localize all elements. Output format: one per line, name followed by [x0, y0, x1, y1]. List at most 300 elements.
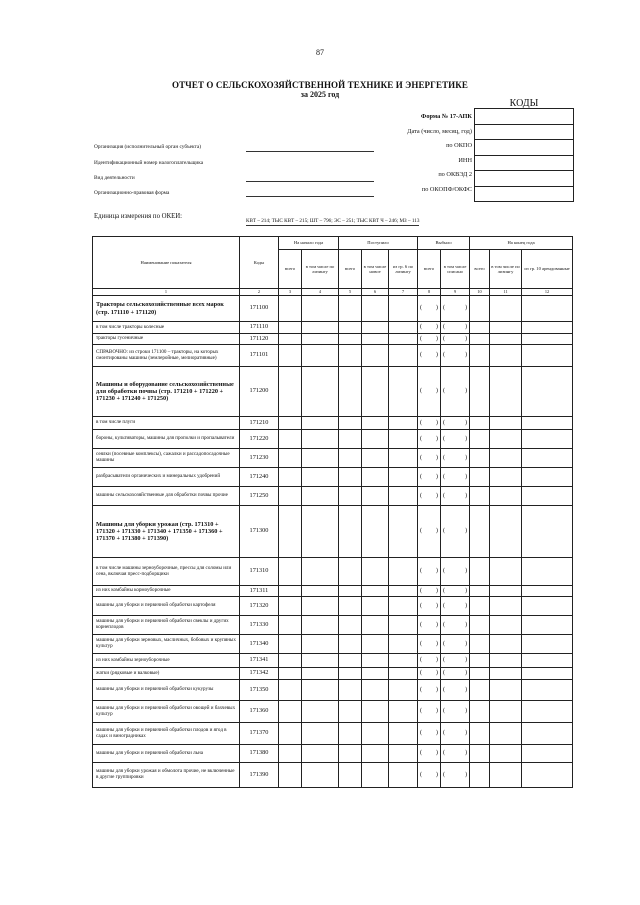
- column-number: 7: [389, 289, 418, 296]
- data-cell[interactable]: [362, 616, 389, 635]
- data-cell[interactable]: [302, 745, 339, 763]
- data-cell[interactable]: [522, 597, 573, 616]
- data-cell[interactable]: ( ): [441, 367, 470, 417]
- data-cell[interactable]: [490, 558, 522, 586]
- data-cell[interactable]: ( ): [418, 487, 441, 506]
- data-cell[interactable]: [362, 654, 389, 668]
- data-cell[interactable]: [490, 668, 522, 680]
- data-cell[interactable]: [279, 701, 302, 723]
- data-cell[interactable]: ( ): [418, 296, 441, 322]
- data-cell[interactable]: ( ): [441, 468, 470, 487]
- data-cell[interactable]: [302, 430, 339, 449]
- data-cell[interactable]: [339, 654, 362, 668]
- data-cell[interactable]: [362, 586, 389, 597]
- data-cell[interactable]: [389, 586, 418, 597]
- data-cell[interactable]: [389, 487, 418, 506]
- data-cell[interactable]: [490, 635, 522, 654]
- data-cell[interactable]: [339, 723, 362, 745]
- data-cell[interactable]: [389, 654, 418, 668]
- data-cell[interactable]: [362, 430, 389, 449]
- data-cell[interactable]: ( ): [418, 506, 441, 558]
- data-cell[interactable]: ( ): [441, 745, 470, 763]
- data-cell[interactable]: [302, 763, 339, 788]
- data-cell[interactable]: [339, 345, 362, 367]
- data-cell[interactable]: ( ): [441, 654, 470, 668]
- row-code: 171340: [240, 635, 279, 654]
- data-cell[interactable]: [302, 680, 339, 701]
- data-cell[interactable]: [522, 701, 573, 723]
- table-row: [93, 449, 573, 468]
- data-cell[interactable]: [279, 345, 302, 367]
- data-cell[interactable]: [490, 487, 522, 506]
- row-label: машины для уборки и первичной обработки свеклы и других корнеплодов: [93, 616, 240, 635]
- page-number: 87: [316, 48, 324, 57]
- data-cell[interactable]: [279, 334, 302, 345]
- data-cell[interactable]: ( ): [441, 635, 470, 654]
- data-cell[interactable]: [362, 745, 389, 763]
- data-cell[interactable]: [490, 745, 522, 763]
- data-cell[interactable]: [389, 597, 418, 616]
- data-cell[interactable]: ( ): [418, 586, 441, 597]
- table-row: [93, 654, 573, 668]
- data-cell[interactable]: [522, 417, 573, 430]
- data-cell[interactable]: [389, 680, 418, 701]
- data-cell[interactable]: [490, 586, 522, 597]
- code-cell-form[interactable]: [475, 109, 573, 125]
- table-row: [93, 701, 573, 723]
- data-cell[interactable]: [470, 506, 490, 558]
- data-cell[interactable]: [490, 701, 522, 723]
- data-cell[interactable]: [279, 322, 302, 334]
- data-cell[interactable]: [389, 367, 418, 417]
- data-cell[interactable]: [522, 668, 573, 680]
- data-cell[interactable]: [389, 430, 418, 449]
- data-cell[interactable]: ( ): [418, 680, 441, 701]
- data-cell[interactable]: [470, 345, 490, 367]
- data-cell[interactable]: [279, 449, 302, 468]
- data-cell[interactable]: ( ): [418, 763, 441, 788]
- table-row: [93, 487, 573, 506]
- data-cell[interactable]: [339, 322, 362, 334]
- data-cell[interactable]: [362, 345, 389, 367]
- data-cell[interactable]: [389, 468, 418, 487]
- data-cell[interactable]: [339, 668, 362, 680]
- data-cell[interactable]: [279, 635, 302, 654]
- data-cell[interactable]: [302, 322, 339, 334]
- data-cell[interactable]: [490, 296, 522, 322]
- code-cell-okopf[interactable]: [475, 187, 573, 203]
- data-cell[interactable]: [470, 597, 490, 616]
- data-cell[interactable]: [279, 763, 302, 788]
- data-cell[interactable]: [522, 680, 573, 701]
- data-cell[interactable]: [339, 701, 362, 723]
- row-label: из них комбайны кормоуборочные: [93, 586, 240, 597]
- table-row: [93, 322, 573, 334]
- row-label: машины для уборки и первичной обработки картофеля: [93, 597, 240, 616]
- column-number: 2: [240, 289, 279, 296]
- code-cell-okved[interactable]: [475, 171, 573, 187]
- data-cell[interactable]: [339, 597, 362, 616]
- row-label: из них комбайны зерноуборочные: [93, 654, 240, 668]
- row-code: 171370: [240, 723, 279, 745]
- data-cell[interactable]: ( ): [418, 468, 441, 487]
- table-row: [93, 586, 573, 597]
- data-cell[interactable]: [302, 597, 339, 616]
- data-cell[interactable]: [522, 468, 573, 487]
- header-code: Коды: [240, 237, 279, 289]
- data-cell[interactable]: [302, 635, 339, 654]
- data-cell[interactable]: [470, 616, 490, 635]
- data-cell[interactable]: [490, 597, 522, 616]
- table-row: [93, 417, 573, 430]
- table-row: [93, 558, 573, 586]
- data-cell[interactable]: [522, 430, 573, 449]
- data-cell[interactable]: [470, 654, 490, 668]
- report-table: [92, 236, 573, 788]
- data-cell[interactable]: [490, 430, 522, 449]
- data-cell[interactable]: [279, 558, 302, 586]
- column-number: 11: [490, 289, 522, 296]
- form-label-okopf: по ОКОПФ/ОКФС: [421, 186, 472, 193]
- data-cell[interactable]: [362, 558, 389, 586]
- data-cell[interactable]: [470, 430, 490, 449]
- legal-form-label: Организационно-правовая форма: [94, 190, 170, 196]
- data-cell[interactable]: [470, 334, 490, 345]
- table-row: [93, 680, 573, 701]
- data-cell[interactable]: [339, 635, 362, 654]
- data-cell[interactable]: [362, 417, 389, 430]
- data-cell[interactable]: [389, 506, 418, 558]
- data-cell[interactable]: [362, 597, 389, 616]
- data-cell[interactable]: [470, 723, 490, 745]
- data-cell[interactable]: ( ): [441, 597, 470, 616]
- data-cell[interactable]: [470, 487, 490, 506]
- data-cell[interactable]: [302, 334, 339, 345]
- data-cell[interactable]: [339, 449, 362, 468]
- data-cell[interactable]: [470, 558, 490, 586]
- row-label: жатки (рядковые и валковые): [93, 668, 240, 680]
- data-cell[interactable]: [362, 296, 389, 322]
- data-cell[interactable]: [470, 586, 490, 597]
- data-cell[interactable]: [522, 616, 573, 635]
- data-cell[interactable]: [302, 616, 339, 635]
- data-cell[interactable]: [279, 597, 302, 616]
- data-cell[interactable]: [389, 745, 418, 763]
- data-cell[interactable]: ( ): [418, 417, 441, 430]
- data-cell[interactable]: [279, 680, 302, 701]
- data-cell[interactable]: [389, 668, 418, 680]
- row-code: 171311: [240, 586, 279, 597]
- data-cell[interactable]: [302, 367, 339, 417]
- header-end-leasing: в том числе по лизингу: [490, 250, 522, 289]
- data-cell[interactable]: [490, 723, 522, 745]
- data-cell[interactable]: [470, 668, 490, 680]
- data-cell[interactable]: [339, 367, 362, 417]
- data-cell[interactable]: ( ): [441, 506, 470, 558]
- column-numbers-row: [93, 289, 573, 296]
- data-cell[interactable]: [522, 345, 573, 367]
- data-cell[interactable]: [470, 763, 490, 788]
- data-cell[interactable]: [279, 367, 302, 417]
- data-cell[interactable]: ( ): [418, 345, 441, 367]
- row-code: 171320: [240, 597, 279, 616]
- data-cell[interactable]: ( ): [441, 345, 470, 367]
- data-cell[interactable]: ( ): [418, 367, 441, 417]
- data-cell[interactable]: [302, 345, 339, 367]
- data-cell[interactable]: [339, 506, 362, 558]
- data-cell[interactable]: [339, 430, 362, 449]
- row-code: 171101: [240, 345, 279, 367]
- data-cell[interactable]: [490, 468, 522, 487]
- table-row: [93, 635, 573, 654]
- data-cell[interactable]: ( ): [418, 668, 441, 680]
- data-cell[interactable]: [389, 449, 418, 468]
- data-cell[interactable]: ( ): [418, 616, 441, 635]
- data-cell[interactable]: ( ): [441, 701, 470, 723]
- data-cell[interactable]: [522, 586, 573, 597]
- data-cell[interactable]: ( ): [418, 558, 441, 586]
- data-cell[interactable]: ( ): [441, 680, 470, 701]
- row-code: 171380: [240, 745, 279, 763]
- data-cell[interactable]: ( ): [441, 430, 470, 449]
- data-cell[interactable]: [522, 506, 573, 558]
- data-cell[interactable]: [490, 417, 522, 430]
- data-cell[interactable]: [279, 430, 302, 449]
- row-label: машины для уборки и первичной обработки кукурузы: [93, 680, 240, 701]
- data-cell[interactable]: [490, 345, 522, 367]
- table-row: [93, 367, 573, 417]
- data-cell[interactable]: [470, 745, 490, 763]
- data-cell[interactable]: ( ): [441, 334, 470, 345]
- data-cell[interactable]: ( ): [441, 417, 470, 430]
- code-cell-inn[interactable]: [475, 156, 573, 172]
- data-cell[interactable]: [389, 322, 418, 334]
- data-cell[interactable]: [522, 635, 573, 654]
- data-cell[interactable]: [339, 487, 362, 506]
- data-cell[interactable]: [339, 616, 362, 635]
- data-cell[interactable]: [339, 680, 362, 701]
- table-row: [93, 745, 573, 763]
- data-cell[interactable]: ( ): [418, 597, 441, 616]
- data-cell[interactable]: [362, 680, 389, 701]
- data-cell[interactable]: [362, 367, 389, 417]
- data-cell[interactable]: [490, 616, 522, 635]
- data-cell[interactable]: [302, 506, 339, 558]
- data-cell[interactable]: [279, 586, 302, 597]
- data-cell[interactable]: ( ): [441, 763, 470, 788]
- row-code: 171220: [240, 430, 279, 449]
- data-cell[interactable]: [362, 322, 389, 334]
- row-code: 171100: [240, 296, 279, 322]
- data-cell[interactable]: [490, 367, 522, 417]
- data-cell[interactable]: [470, 417, 490, 430]
- data-cell[interactable]: [362, 635, 389, 654]
- data-cell[interactable]: [389, 296, 418, 322]
- data-cell[interactable]: ( ): [418, 322, 441, 334]
- data-cell[interactable]: [522, 723, 573, 745]
- data-cell[interactable]: ( ): [418, 723, 441, 745]
- data-cell[interactable]: [522, 487, 573, 506]
- codes-box: [474, 108, 574, 202]
- activity-line[interactable]: [246, 181, 374, 182]
- data-cell[interactable]: [279, 723, 302, 745]
- data-cell[interactable]: [279, 487, 302, 506]
- data-cell[interactable]: ( ): [418, 654, 441, 668]
- header-start: На начало года: [279, 237, 339, 250]
- row-code: 171120: [240, 334, 279, 345]
- row-label: машины сельскохозяйственные для обработки почвы прочие: [93, 487, 240, 506]
- table-row: [93, 468, 573, 487]
- data-cell[interactable]: [490, 449, 522, 468]
- unit-label: Единица измерения по ОКЕИ:: [94, 213, 183, 220]
- data-cell[interactable]: [362, 334, 389, 345]
- data-cell[interactable]: ( ): [441, 616, 470, 635]
- data-cell[interactable]: ( ): [441, 322, 470, 334]
- table-row: [93, 506, 573, 558]
- data-cell[interactable]: [389, 616, 418, 635]
- data-cell[interactable]: [490, 334, 522, 345]
- code-cell-okpo[interactable]: [475, 140, 573, 156]
- data-cell[interactable]: [490, 322, 522, 334]
- data-cell[interactable]: ( ): [441, 586, 470, 597]
- header-start-leasing: в том числе по лизингу: [302, 250, 339, 289]
- data-cell[interactable]: [389, 345, 418, 367]
- data-cell[interactable]: ( ): [441, 449, 470, 468]
- data-cell[interactable]: [389, 558, 418, 586]
- data-cell[interactable]: [279, 745, 302, 763]
- data-cell[interactable]: [279, 296, 302, 322]
- data-cell[interactable]: [362, 506, 389, 558]
- data-cell[interactable]: [302, 487, 339, 506]
- table-row: [93, 345, 573, 367]
- data-cell[interactable]: [302, 449, 339, 468]
- data-cell[interactable]: [339, 296, 362, 322]
- data-cell[interactable]: ( ): [441, 558, 470, 586]
- data-cell[interactable]: [522, 367, 573, 417]
- data-cell[interactable]: ( ): [418, 635, 441, 654]
- data-cell[interactable]: [470, 680, 490, 701]
- data-cell[interactable]: [362, 487, 389, 506]
- data-cell[interactable]: [522, 322, 573, 334]
- data-cell[interactable]: ( ): [441, 487, 470, 506]
- data-cell[interactable]: [490, 680, 522, 701]
- legal-form-line[interactable]: [246, 196, 374, 197]
- org-line[interactable]: [246, 151, 374, 152]
- data-cell[interactable]: [302, 468, 339, 487]
- data-cell[interactable]: [339, 334, 362, 345]
- data-cell[interactable]: ( ): [418, 745, 441, 763]
- data-cell[interactable]: [522, 558, 573, 586]
- data-cell[interactable]: [470, 701, 490, 723]
- data-cell[interactable]: ( ): [418, 430, 441, 449]
- data-cell[interactable]: [302, 558, 339, 586]
- data-cell[interactable]: [362, 763, 389, 788]
- header-end-total: всего: [470, 250, 490, 289]
- data-cell[interactable]: [490, 654, 522, 668]
- data-cell[interactable]: [339, 763, 362, 788]
- data-cell[interactable]: [470, 468, 490, 487]
- row-code: 171300: [240, 506, 279, 558]
- data-cell[interactable]: [389, 763, 418, 788]
- data-cell[interactable]: [302, 654, 339, 668]
- data-cell[interactable]: [470, 449, 490, 468]
- code-cell-date[interactable]: [475, 125, 573, 141]
- data-cell[interactable]: ( ): [441, 296, 470, 322]
- data-cell[interactable]: [302, 417, 339, 430]
- data-cell[interactable]: [389, 701, 418, 723]
- data-cell[interactable]: [522, 763, 573, 788]
- header-ret-total: всего: [418, 250, 441, 289]
- data-cell[interactable]: [522, 654, 573, 668]
- data-cell[interactable]: [362, 723, 389, 745]
- data-cell[interactable]: ( ): [441, 723, 470, 745]
- row-label: тракторы гусеничные: [93, 334, 240, 345]
- data-cell[interactable]: [279, 506, 302, 558]
- row-code: 171110: [240, 322, 279, 334]
- data-cell[interactable]: [302, 723, 339, 745]
- data-cell[interactable]: [389, 723, 418, 745]
- data-cell[interactable]: ( ): [418, 334, 441, 345]
- data-cell[interactable]: [490, 506, 522, 558]
- data-cell[interactable]: [470, 296, 490, 322]
- row-label: машины для уборки и первичной обработки льна: [93, 745, 240, 763]
- data-cell[interactable]: [302, 586, 339, 597]
- header-name: Наименование показателя: [93, 237, 240, 289]
- row-code: 171342: [240, 668, 279, 680]
- data-cell[interactable]: [339, 468, 362, 487]
- data-cell[interactable]: [339, 417, 362, 430]
- data-cell[interactable]: ( ): [418, 701, 441, 723]
- data-cell[interactable]: [522, 334, 573, 345]
- data-cell[interactable]: [490, 763, 522, 788]
- data-cell[interactable]: [389, 417, 418, 430]
- data-cell[interactable]: [362, 701, 389, 723]
- data-cell[interactable]: [339, 558, 362, 586]
- data-cell[interactable]: [470, 322, 490, 334]
- row-label: Машины для уборки урожая (стр. 171310 + 171320 + 171330 + 171340 + 171350 + 171360 + 171370 + 171380 + 171390): [93, 506, 240, 558]
- row-label: в том числе плуги: [93, 417, 240, 430]
- data-cell[interactable]: [279, 468, 302, 487]
- unit-value: КВТ – 214; ТЫС КВТ – 215; ШТ – 796; ЭС – 251; ТЫС КВТ Ч – 246; МЗ – 113: [246, 218, 420, 224]
- data-cell[interactable]: [362, 449, 389, 468]
- data-cell[interactable]: [522, 449, 573, 468]
- data-cell[interactable]: [389, 334, 418, 345]
- data-cell[interactable]: [362, 668, 389, 680]
- data-cell[interactable]: [389, 635, 418, 654]
- data-cell[interactable]: ( ): [418, 449, 441, 468]
- data-cell[interactable]: ( ): [441, 668, 470, 680]
- data-cell[interactable]: [522, 296, 573, 322]
- data-cell[interactable]: [302, 701, 339, 723]
- row-code: 171360: [240, 701, 279, 723]
- data-cell[interactable]: [279, 616, 302, 635]
- data-cell[interactable]: [302, 296, 339, 322]
- data-cell[interactable]: [522, 745, 573, 763]
- row-label: машины для уборки и первичной обработки овощей и бахчевых культур: [93, 701, 240, 723]
- data-cell[interactable]: [279, 417, 302, 430]
- column-number: 5: [339, 289, 362, 296]
- data-cell[interactable]: [339, 745, 362, 763]
- data-cell[interactable]: [470, 635, 490, 654]
- data-cell[interactable]: [470, 367, 490, 417]
- data-cell[interactable]: [302, 668, 339, 680]
- data-cell[interactable]: [279, 668, 302, 680]
- org-label: Организация (исполнительный орган субъекта): [94, 144, 201, 150]
- data-cell[interactable]: [339, 586, 362, 597]
- data-cell[interactable]: [362, 468, 389, 487]
- form-label-inn: ИНН: [458, 157, 472, 164]
- data-cell[interactable]: [279, 654, 302, 668]
